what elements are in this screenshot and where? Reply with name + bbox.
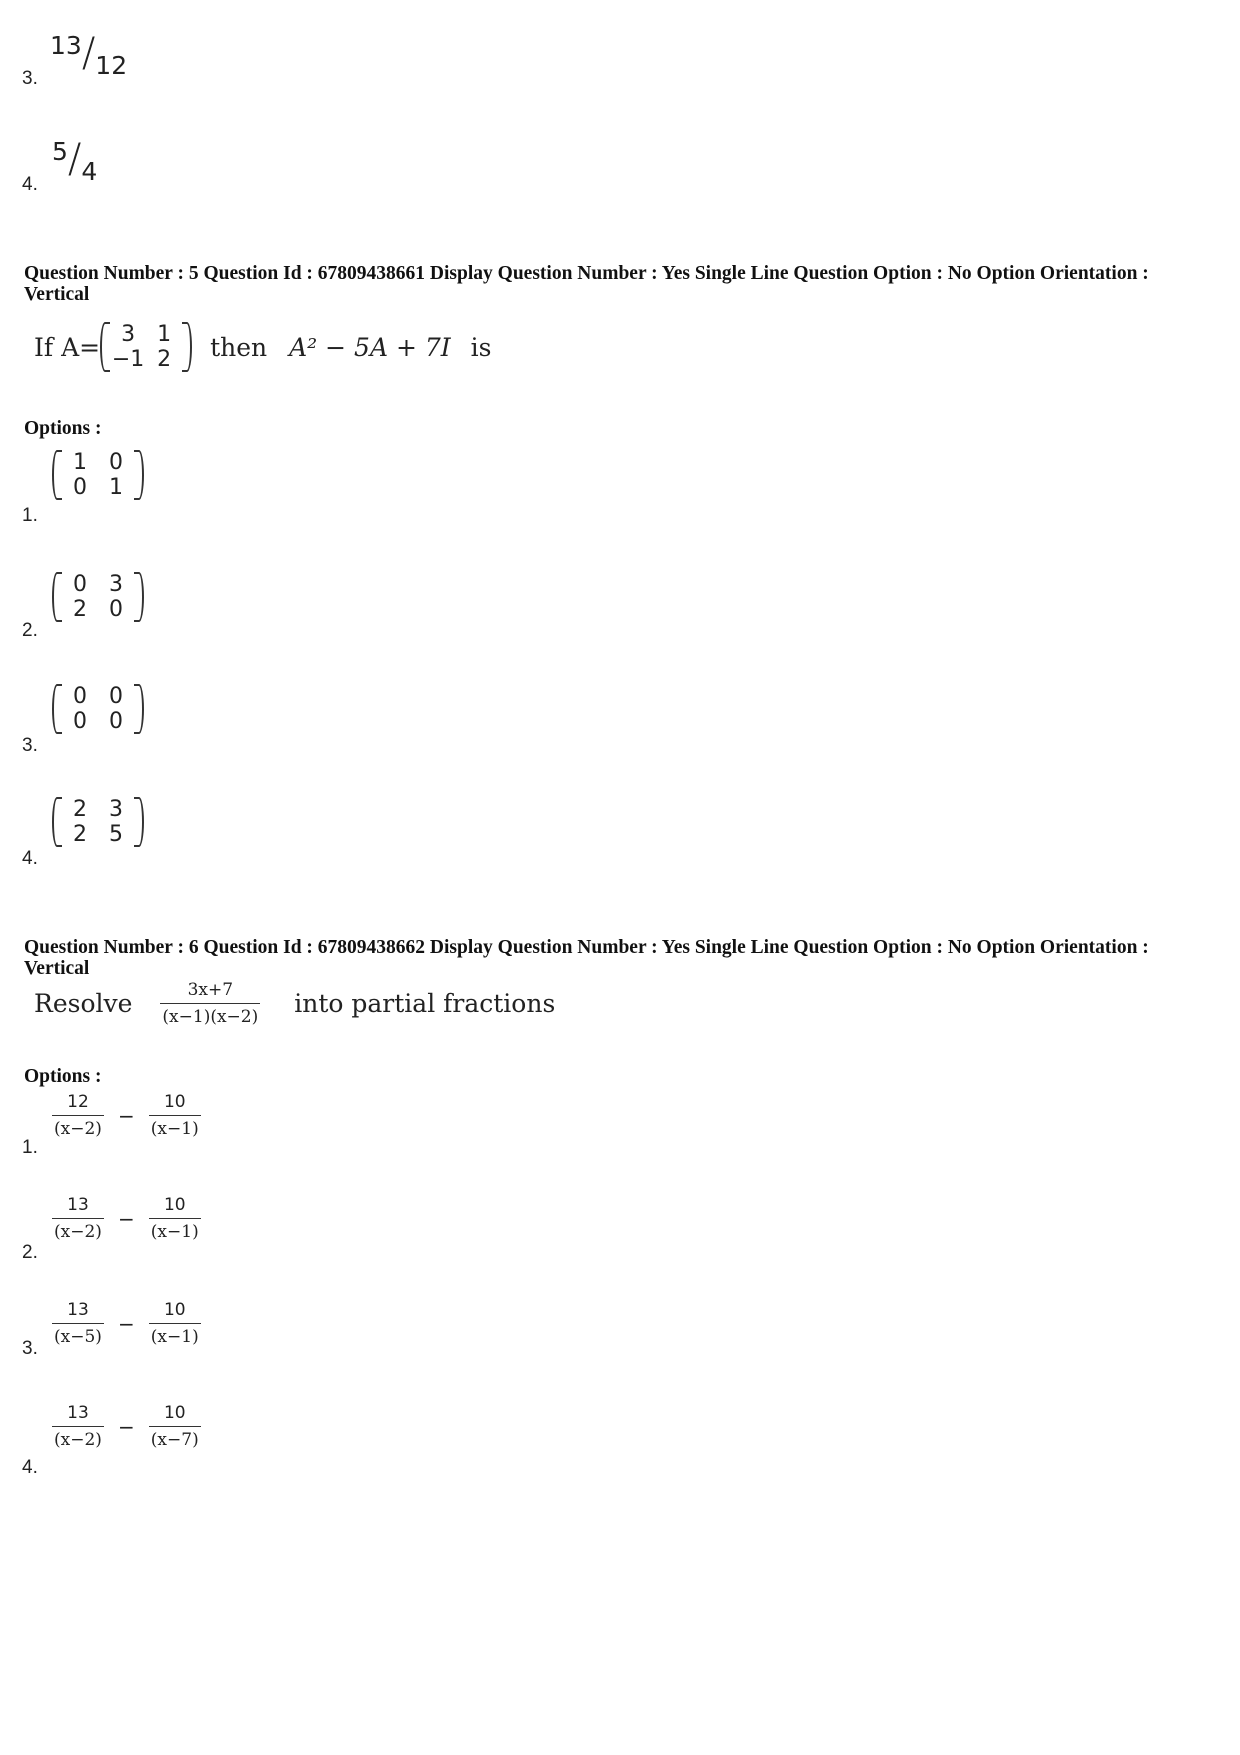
q5-options-label: Options : xyxy=(24,418,102,439)
prev-option-3-number: 3. xyxy=(22,68,38,89)
q6-option-4-number: 4. xyxy=(22,1457,38,1478)
q5-option-2-matrix: 0 3 2 0 xyxy=(52,572,144,622)
q6-option-1-expression: 12 (x−2) − $\frac{10}{(x-1)}$ xyxy=(54,1092,199,1139)
q5-option-3-matrix: 0 0 0 0 xyxy=(52,684,144,734)
q6-option-4-expression: 13 (x−2) − $\frac{10}{(x-7)}$ xyxy=(54,1403,199,1450)
q5-option-3-number: 3. xyxy=(22,735,38,756)
prev-option-4-number: 4. xyxy=(22,174,38,195)
q6-statement: Resolve 3x+7 (x−1)(x−2) into partial fractions xyxy=(34,980,556,1027)
q5-statement: If A= 3 1 −1 2 then A² − 5A + 7I is xyxy=(34,322,492,372)
q5-matrix-a: 3 1 −1 2 xyxy=(100,322,192,372)
q5-option-1-matrix: 1 0 0 1 xyxy=(52,450,144,500)
q5-header: Question Number : 5 Question Id : 67809438661 Display Question Number : Yes Single Line Question Option : No Option Orientation : Vertical xyxy=(24,263,1149,305)
q6-option-3-number: 3. xyxy=(22,1338,38,1359)
q6-header: Question Number : 6 Question Id : 67809438662 Display Question Number : Yes Single Line Question Option : No Option Orientation : Vertical xyxy=(24,937,1149,979)
q6-option-2-number: 2. xyxy=(22,1242,38,1263)
q6-option-3-expression: 13 (x−5) − $\frac{10}{(x-1)}$ xyxy=(54,1300,199,1347)
q6-option-1-number: 1. xyxy=(22,1137,38,1158)
prev-option-4-fraction: 5/4 xyxy=(52,136,98,186)
q6-statement-fraction: 3x+7 (x−1)(x−2) xyxy=(162,980,259,1027)
q6-option-2-expression: 13 (x−2) − $\frac{10}{(x-1)}$ xyxy=(54,1195,199,1242)
q5-option-4-number: 4. xyxy=(22,848,38,869)
q6-options-label: Options : xyxy=(24,1066,102,1087)
q5-option-2-number: 2. xyxy=(22,620,38,641)
q5-option-1-number: 1. xyxy=(22,505,38,526)
q5-option-4-matrix: 2 3 2 5 xyxy=(52,797,144,847)
prev-option-3-fraction: 13/12 xyxy=(50,30,128,80)
